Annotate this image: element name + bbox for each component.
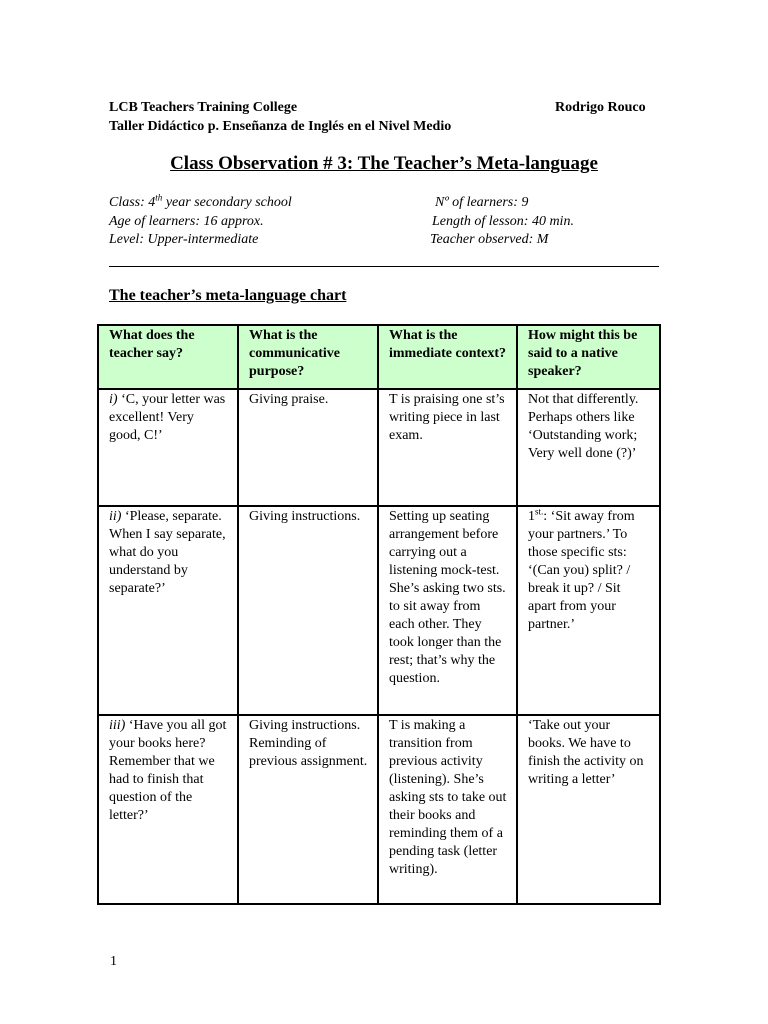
meta-language-table	[97, 324, 661, 905]
cell-context: T is praising one st’s writing piece in last exam.	[378, 389, 517, 506]
page-number: 1	[110, 954, 117, 969]
table-row	[98, 715, 660, 904]
cell-purpose: Giving instructions.	[238, 506, 378, 715]
cell-native-text: : ‘Sit away from your partners.’ To those specific sts: ‘(Can you) split? / break it up? / Sit apart from your partner.’	[528, 509, 635, 632]
meta-class-sup: th	[155, 192, 163, 203]
chart-title: The teacher’s meta-language chart	[109, 287, 347, 304]
institution-name: LCB Teachers Training College	[109, 100, 298, 115]
cell-native: Not that differently. Perhaps others like ‘Outstanding work; Very well done (?)’	[517, 389, 660, 506]
cell-say-text: ‘C, your letter was excellent! Very good, C!’	[109, 392, 226, 443]
cell-context: T is making a transition from previous activity (listening). She’s asking sts to take out their books and reminding them of a pending task (letter writing).	[378, 715, 517, 904]
row-number: i)	[109, 392, 118, 407]
course-name: Taller Didáctico p. Enseñanza de Inglés en el Nivel Medio	[109, 119, 452, 134]
cell-say	[98, 506, 238, 715]
cell-context: Setting up seating arrangement before carrying out a listening mock-test. She’s asking two sts. to sit away from each other. They took longer than the rest; that’s why the question.	[378, 506, 517, 715]
meta-age: Age of learners: 16 approx.	[109, 214, 264, 229]
meta-length: Length of lesson: 40 min.	[432, 214, 574, 229]
header-context: What is the immediate context?	[378, 325, 517, 389]
cell-native: ‘Take out your books. We have to finish the activity on writing a letter’	[517, 715, 660, 904]
meta-class-label: Class: 4	[109, 195, 156, 210]
cell-purpose: Giving praise.	[238, 389, 378, 506]
cell-purpose: Giving instructions. Reminding of previous assignment.	[238, 715, 378, 904]
meta-learners: Nº of learners: 9	[435, 195, 529, 210]
cell-say	[98, 715, 238, 904]
row-number: ii)	[109, 509, 122, 524]
table-row	[98, 389, 660, 506]
header-purpose: What is the communicative purpose?	[238, 325, 378, 389]
meta-class-rest: year secondary school	[162, 195, 292, 210]
cell-native-sup: st.	[535, 506, 544, 517]
meta-class	[109, 194, 292, 212]
header-native: How might this be said to a native speaker?	[517, 325, 660, 389]
meta-teacher: Teacher observed: M	[430, 232, 549, 247]
cell-say-text: ‘Have you all got your books here? Remember that we had to finish that question of the letter?’	[109, 718, 227, 823]
author-name: Rodrigo Rouco	[555, 100, 646, 115]
cell-native	[517, 506, 660, 715]
table-header-row	[98, 325, 660, 389]
page-title: Class Observation # 3: The Teacher’s Meta-language	[170, 153, 598, 174]
cell-native-pre: 1	[528, 509, 535, 524]
divider-line	[109, 266, 659, 267]
header-say: What does the teacher say?	[98, 325, 238, 389]
cell-say	[98, 389, 238, 506]
meta-level: Level: Upper-intermediate	[109, 232, 259, 247]
table-row	[98, 506, 660, 715]
cell-say-text: ‘Please, separate. When I say separate, what do you understand by separate?’	[109, 509, 226, 596]
row-number: iii)	[109, 718, 126, 733]
